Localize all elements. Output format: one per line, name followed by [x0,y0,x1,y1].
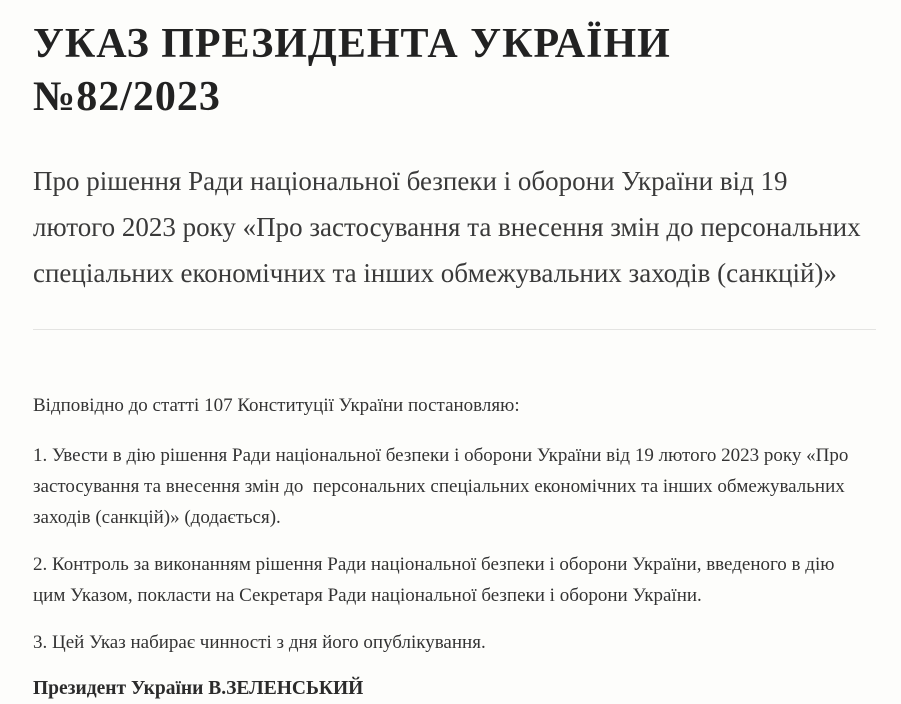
decree-item-3: 3. Цей Указ набирає чинності з дня його опублікування. [33,632,486,653]
decree-subtitle: Про рішення Ради національної безпеки і оборони України від 19 лютого 2023 року «Про застосування та внесення змін до персональних спеціальних економічних та інших обмежувальних заходів (санкцій)» [33,166,861,288]
section-divider [33,329,876,330]
decree-preamble: Відповідно до статті 107 Конституції України постановляю: [33,395,520,416]
decree-title: УКАЗ ПРЕЗИДЕНТА УКРАЇНИ №82/2023 [33,21,671,120]
decree-item-1: 1. Увести в дію рішення Ради національної безпеки і оборони України від 19 лютого 2023 року «Про застосування та внесення змін до персональних спеціальних економічних та інших обмежувальних заходів (санкцій)» (додається). [33,445,854,528]
decree-signature: Президент України В.ЗЕЛЕНСЬКИЙ [33,678,364,699]
decree-item-2: 2. Контроль за виконанням рішення Ради національної безпеки і оборони України, введеного в дію цим Указом, покласти на Секретаря Ради національної безпеки і оборони України. [33,554,840,606]
